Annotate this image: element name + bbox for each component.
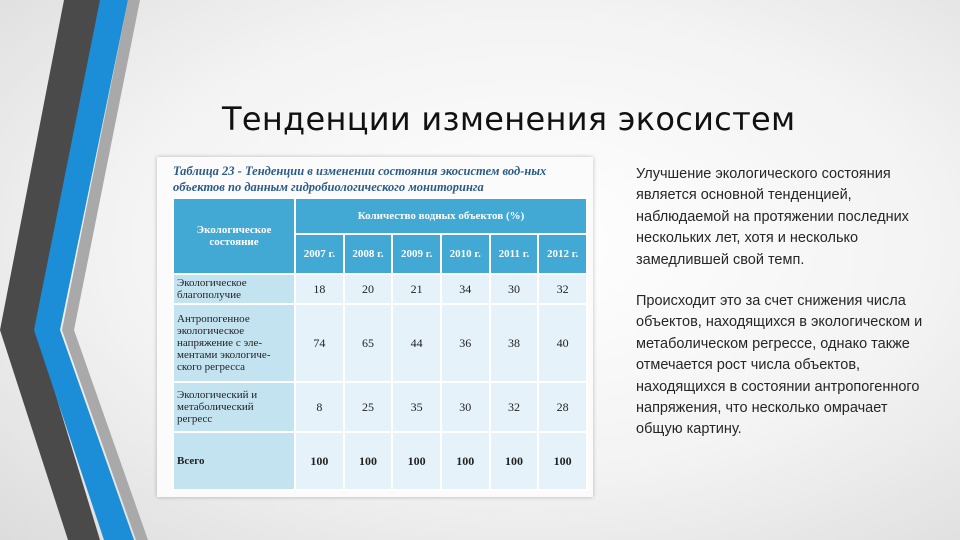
table-cell: 20 [344, 274, 393, 304]
table-cell: 30 [441, 382, 490, 432]
table-row [173, 304, 587, 382]
slide-body-text [636, 164, 936, 461]
row-label: Экологическое благополучие [173, 274, 295, 304]
header-year: 2008 г. [344, 234, 393, 274]
header-year: 2011 г. [490, 234, 539, 274]
table-cell: 32 [538, 274, 587, 304]
table-cell: 100 [392, 432, 441, 490]
header-year: 2012 г. [538, 234, 587, 274]
table-cell: 35 [392, 382, 441, 432]
table-row [173, 274, 587, 304]
header-year: 2007 г. [295, 234, 344, 274]
paragraph: Происходит это за счет снижения числа объектов, находящихся в экологическом и метаболическом регрессе, однако также отмечается рост числа объектов, находящихся в состоянии антропогенного напряжения, что несколько омрачает общую картину. [636, 293, 923, 438]
table-row [173, 382, 587, 432]
table-figure [157, 157, 593, 497]
table-header-row [173, 198, 587, 234]
table-cell: 100 [538, 432, 587, 490]
table-cell: 30 [490, 274, 539, 304]
table-cell: 34 [441, 274, 490, 304]
table-cell: 100 [490, 432, 539, 490]
table-cell: 36 [441, 304, 490, 382]
table-cell: 100 [344, 432, 393, 490]
table-cell: 74 [295, 304, 344, 382]
header-year: 2009 г. [392, 234, 441, 274]
header-year: 2010 г. [441, 234, 490, 274]
table-cell: 40 [538, 304, 587, 382]
row-label: Антропогенное экологическое напряжение с эле-ментами экологиче-ского регресса [173, 304, 295, 382]
header-group-label: Количество водных объектов (%) [295, 198, 587, 234]
table-cell: 100 [295, 432, 344, 490]
ecosystem-table [172, 197, 588, 491]
table-total-row [173, 432, 587, 490]
table-cell: 100 [441, 432, 490, 490]
slide-title: Тенденции изменения экосистем [222, 100, 796, 138]
table-cell: 18 [295, 274, 344, 304]
paragraph: Улучшение экологического состояния является основной тенденцией, наблюдаемой на протяжении последних нескольких лет, хотя и несколько замедлившей свой темп. [636, 166, 909, 268]
table-cell: 38 [490, 304, 539, 382]
table-caption: Таблица 23 - Тенденции в изменении состояния экосистем вод-ных объектов по данным гидробиологического мониторинга [173, 164, 547, 194]
table-cell: 32 [490, 382, 539, 432]
row-label: Экологический и метаболический регресс [173, 382, 295, 432]
table-cell: 8 [295, 382, 344, 432]
table-cell: 65 [344, 304, 393, 382]
table-cell: 21 [392, 274, 441, 304]
table-cell: 44 [392, 304, 441, 382]
table-cell: 25 [344, 382, 393, 432]
header-row-label: Экологическое состояние [173, 198, 295, 274]
row-label: Всего [173, 432, 295, 490]
table-cell: 28 [538, 382, 587, 432]
